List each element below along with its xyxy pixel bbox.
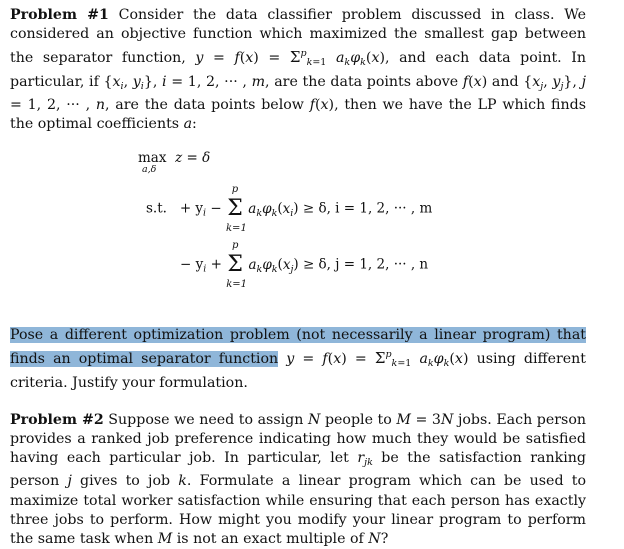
- problem-2-text: Problem #2 Suppose we need to assign N people to M = 3N jobs. Each person provides a ranked job preference indicating how much they would be satisfied having each particular job. In particular, let $r_{jk}$ be the satisfaction ranking person j gives to job k. Formulate a linear program which can be used to maximize total worker satisfaction while ensuring that each person has exactly three jobs to perform. How might you modify your linear program to perform the same task when M is not an exact multiple of N?: [10, 411, 587, 548]
- lp-formulation: [10, 144, 586, 304]
- sum-symbol: p Σ k=1: [226, 240, 247, 291]
- lp-objective: max a,δ z = δ: [138, 150, 211, 176]
- document-page: [10, 6, 586, 549]
- lp-constraint-1: s.t. + $y_i$ − p Σ k=1 $a_k\varphi_k(x_i) \ge \delta$, i = 1, 2, ··· , m: [146, 184, 433, 235]
- problem-2-label: Problem #2: [10, 411, 104, 428]
- problem-1-question[interactable]: Pose a different optimization problem (not necessarily a linear program) that finds an optimal separator function $y = f(x) = \Sigma^p_{k=1}$ $a_k\varphi_k(x)$ using different criteria. Justify your formulation.: [10, 327, 586, 391]
- problem-1-label: Problem #1: [10, 7, 109, 23]
- lp-constraint-2: − $y_i$ + p Σ k=1 $a_k\varphi_k(x_j) \ge \delta$, j = 1, 2, ··· , n: [180, 240, 429, 291]
- sum-symbol: p Σ k=1: [226, 184, 247, 235]
- problem-1-intro: Problem #1 Consider the data classifier problem discussed in class. We considered an objective function which maximized the smallest gap between the separator function, $y = f(x) = \Sigma^p_{k=1}$ $a_k\varphi_k(x)$, and each data point. In particular, if {$x_i$, $y_i$}, i = 1, 2, ··· , m, are the data points above f(x) and {$x_j$, $y_j$}, j = 1, 2, ··· , n, are the data points below f(x), then we have the LP which finds the optimal coefficients a:: [10, 7, 587, 133]
- highlighted-selection[interactable]: Pose a different optimization problem (not necessarily a linear program) that finds an optimal separator function: [10, 327, 586, 368]
